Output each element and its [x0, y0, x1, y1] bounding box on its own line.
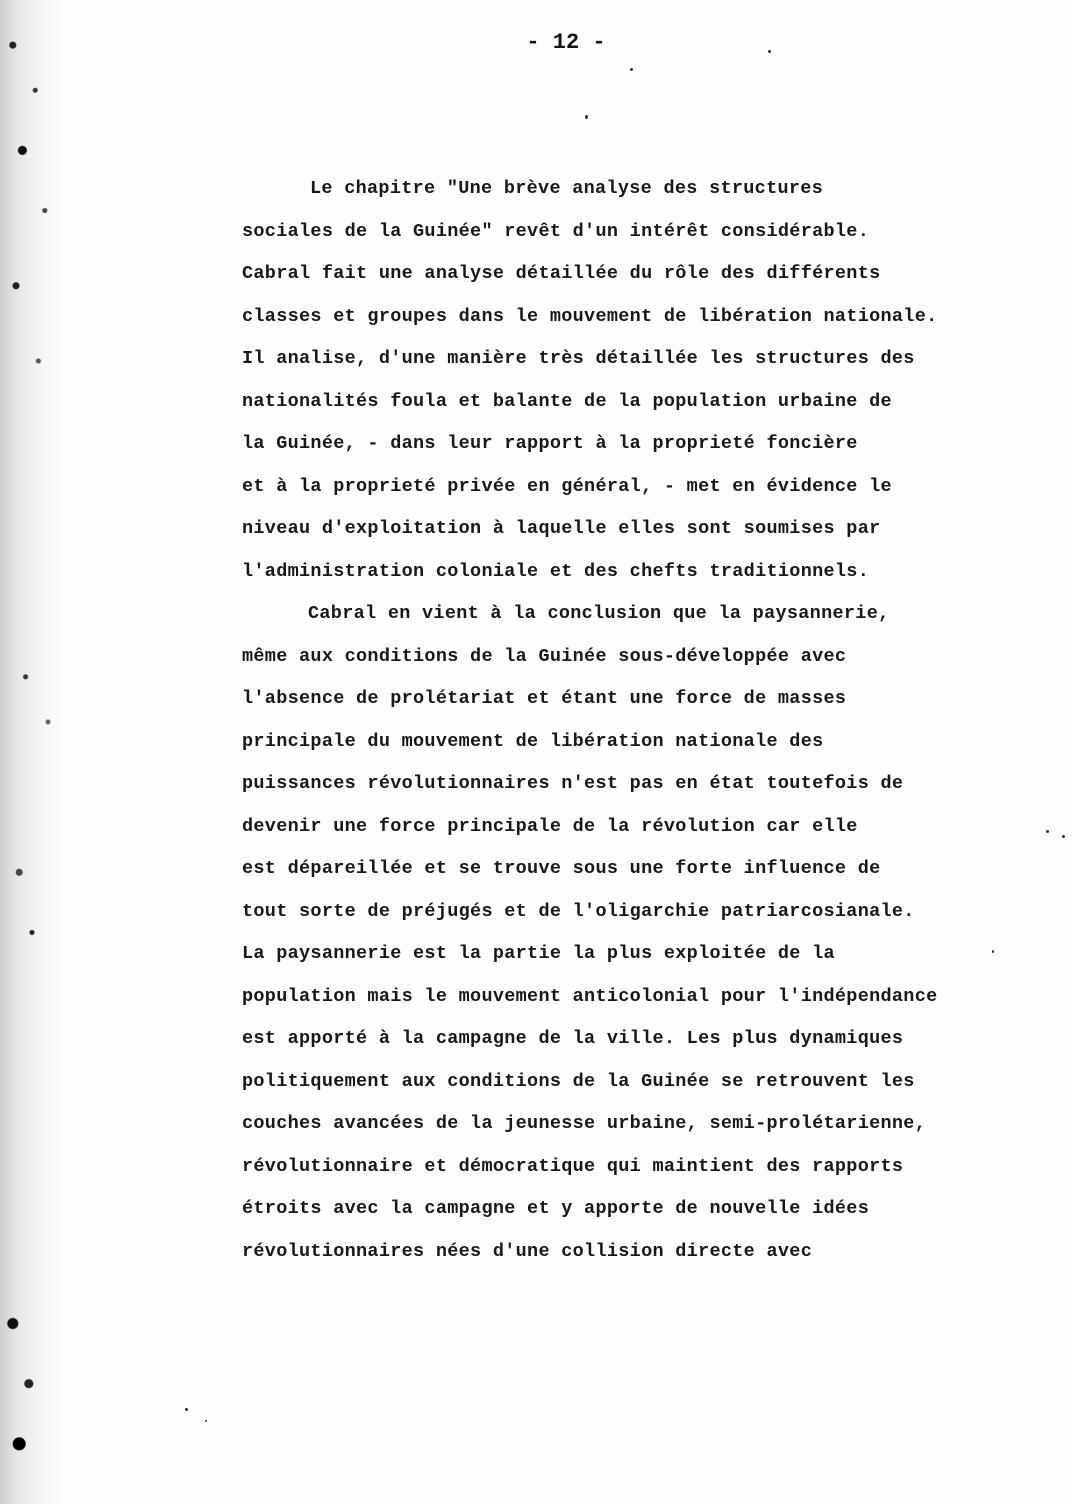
scan-speck	[992, 950, 994, 953]
scan-speck	[768, 50, 771, 53]
text-line: population mais le mouvement anticolonial pour l'indépendance	[242, 985, 938, 1007]
scan-speck	[630, 68, 633, 71]
text-line: Il analise, d'une manière très détaillée les structures des	[242, 348, 915, 369]
text-line: révolutionnaire et démocratique qui maintient des rapports	[242, 1155, 904, 1177]
text-line: même aux conditions de la Guinée sous-développée avec	[242, 645, 847, 667]
text-line: niveau d'exploitation à laquelle elles sont soumises par	[242, 518, 881, 539]
text-line: puissances révolutionnaires n'est pas en état toutefois de	[242, 773, 904, 794]
scan-speck	[585, 115, 588, 119]
text-line: et à la proprieté privée en général, - met en évidence le	[242, 475, 892, 497]
text-line: Cabral en vient à la conclusion que la paysannerie,	[308, 603, 890, 624]
text-line: étroits avec la campagne et y apporte de nouvelle idées	[242, 1198, 870, 1219]
document-body	[242, 168, 1052, 1273]
text-line: couches avancées de la jeunesse urbaine, semi-prolétarienne,	[242, 1113, 927, 1134]
text-line: politiquement aux conditions de la Guinée se retrouvent les	[242, 1070, 915, 1092]
text-line: devenir une force principale de la révolution car elle	[242, 815, 858, 837]
scan-edge-noise	[0, 0, 64, 1504]
page-number: - 12 -	[526, 30, 606, 55]
text-line: tout sorte de préjugés et de l'oligarchie patriarcosianale.	[242, 900, 915, 922]
scan-speck	[185, 1408, 188, 1411]
text-line: Le chapitre "Une brève analyse des structures	[310, 178, 824, 199]
scan-speck	[205, 1420, 207, 1422]
text-line: La paysannerie est la partie la plus exploitée de la	[242, 943, 835, 964]
text-line: révolutionnaires nées d'une collision directe avec	[242, 1240, 813, 1262]
scan-speck	[1046, 830, 1049, 833]
text-line: est apporté à la campagne de la ville. Les plus dynamiques	[242, 1028, 904, 1049]
text-line: est dépareillée et se trouve sous une forte influence de	[242, 858, 881, 879]
text-line: nationalités foula et balante de la population urbaine de	[242, 390, 892, 412]
text-line: l'absence de prolétariat et étant une force de masses	[242, 688, 847, 709]
text-line: classes et groupes dans le mouvement de libération nationale.	[242, 305, 938, 327]
text-line: sociales de la Guinée" revêt d'un intérêt considérable.	[242, 220, 870, 242]
scan-speck	[1062, 835, 1065, 838]
text-line: Cabral fait une analyse détaillée du rôle des différents	[242, 263, 881, 284]
text-line: principale du mouvement de libération nationale des	[242, 730, 824, 752]
text-line: la Guinée, - dans leur rapport à la proprieté foncière	[242, 433, 858, 454]
text-line: l'administration coloniale et des chefts traditionnels.	[242, 560, 870, 582]
